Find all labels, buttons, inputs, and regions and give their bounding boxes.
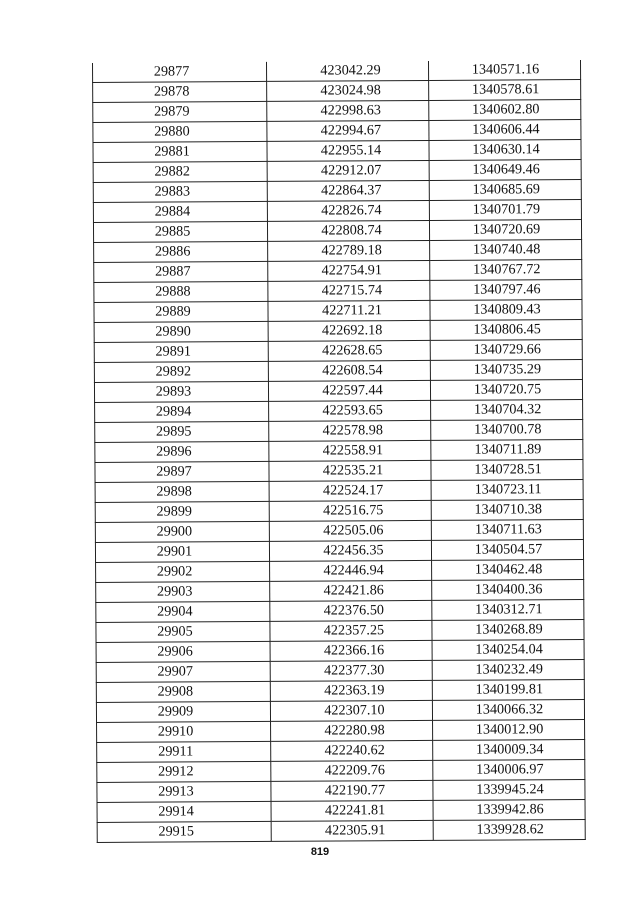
point-id-cell: 29904	[96, 601, 270, 622]
point-id-cell: 29910	[97, 721, 271, 742]
y-coordinate-cell: 1340711.89	[431, 440, 583, 461]
x-coordinate-cell: 422578.98	[269, 420, 431, 441]
table-row	[95, 400, 583, 423]
y-coordinate-cell: 1340312.71	[432, 600, 584, 621]
y-coordinate-cell: 1340066.32	[432, 700, 584, 721]
table-row	[95, 500, 583, 523]
coordinates-table	[92, 60, 586, 843]
table-row	[94, 320, 582, 343]
y-coordinate-cell: 1340809.43	[430, 300, 582, 321]
table-row	[96, 640, 584, 663]
table-row	[96, 680, 584, 703]
point-id-cell: 29899	[95, 501, 269, 522]
point-id-cell: 29902	[96, 561, 270, 582]
x-coordinate-cell: 422692.18	[268, 320, 430, 341]
x-coordinate-cell: 423042.29	[266, 61, 428, 81]
x-coordinate-cell: 422912.07	[267, 160, 429, 181]
table-row	[96, 600, 584, 623]
x-coordinate-cell: 422209.76	[271, 760, 433, 781]
table-row	[94, 300, 582, 323]
y-coordinate-cell: 1340720.75	[430, 380, 582, 401]
table-row	[93, 220, 581, 243]
y-coordinate-cell: 1340462.48	[432, 560, 584, 581]
table-row	[93, 200, 581, 223]
y-coordinate-cell: 1340602.80	[429, 100, 581, 121]
point-id-cell: 29915	[97, 821, 271, 842]
x-coordinate-cell: 422446.94	[270, 560, 432, 581]
table-body	[92, 60, 585, 842]
point-id-cell: 29908	[96, 681, 270, 702]
y-coordinate-cell: 1340578.61	[429, 80, 581, 101]
x-coordinate-cell: 422593.65	[269, 400, 431, 421]
table-row	[95, 520, 583, 543]
x-coordinate-cell: 422715.74	[268, 280, 430, 301]
x-coordinate-cell: 422516.75	[269, 500, 431, 521]
y-coordinate-cell: 1340649.46	[429, 160, 581, 181]
point-id-cell: 29893	[94, 381, 268, 402]
x-coordinate-cell: 422240.62	[271, 740, 433, 761]
x-coordinate-cell: 422307.10	[270, 700, 432, 721]
table-row	[97, 760, 585, 783]
table-row	[96, 580, 584, 603]
x-coordinate-cell: 422421.86	[270, 580, 432, 601]
table-row	[93, 120, 581, 143]
point-id-cell: 29898	[95, 481, 269, 502]
y-coordinate-cell: 1340723.11	[431, 480, 583, 501]
y-coordinate-cell: 1340729.66	[430, 340, 582, 361]
x-coordinate-cell: 422864.37	[267, 180, 429, 201]
y-coordinate-cell: 1340720.69	[429, 220, 581, 241]
table-row	[93, 160, 581, 183]
point-id-cell: 29885	[93, 221, 267, 242]
x-coordinate-cell: 422305.91	[271, 820, 433, 841]
point-id-cell: 29895	[95, 421, 269, 442]
point-id-cell: 29896	[95, 441, 269, 462]
table-row	[94, 360, 582, 383]
table-row	[97, 780, 585, 803]
point-id-cell: 29903	[96, 581, 270, 602]
x-coordinate-cell: 422808.74	[267, 220, 429, 241]
point-id-cell: 29879	[93, 101, 267, 122]
y-coordinate-cell: 1339928.62	[433, 820, 585, 841]
table-row	[95, 540, 583, 563]
x-coordinate-cell: 422241.81	[271, 800, 433, 821]
y-coordinate-cell: 1340199.81	[432, 680, 584, 701]
point-id-cell: 29881	[93, 141, 267, 162]
x-coordinate-cell: 422524.17	[269, 480, 431, 501]
table-row	[93, 140, 581, 163]
y-coordinate-cell: 1340400.36	[432, 580, 584, 601]
y-coordinate-cell: 1340710.38	[431, 500, 583, 521]
point-id-cell: 29889	[94, 301, 268, 322]
point-id-cell: 29906	[96, 641, 270, 662]
point-id-cell: 29890	[94, 321, 268, 342]
point-id-cell: 29900	[95, 521, 269, 542]
x-coordinate-cell: 422789.18	[268, 240, 430, 261]
x-coordinate-cell: 422377.30	[270, 660, 432, 681]
x-coordinate-cell: 422456.35	[269, 540, 431, 561]
point-id-cell: 29887	[94, 261, 268, 282]
point-id-cell: 29894	[95, 401, 269, 422]
y-coordinate-cell: 1340254.04	[432, 640, 584, 661]
table-row	[96, 560, 584, 583]
x-coordinate-cell: 422754.91	[268, 260, 430, 281]
y-coordinate-cell: 1340012.90	[433, 720, 585, 741]
x-coordinate-cell: 422376.50	[270, 600, 432, 621]
point-id-cell: 29914	[97, 801, 271, 822]
point-id-cell: 29912	[97, 761, 271, 782]
table-row	[94, 260, 582, 283]
y-coordinate-cell: 1340797.46	[430, 280, 582, 301]
y-coordinate-cell: 1340685.69	[429, 180, 581, 201]
table-row	[94, 340, 582, 363]
y-coordinate-cell: 1340735.29	[430, 360, 582, 381]
point-id-cell: 29891	[94, 341, 268, 362]
y-coordinate-cell: 1340606.44	[429, 120, 581, 141]
point-id-cell: 29878	[93, 81, 267, 102]
coordinates-table-container	[92, 60, 585, 843]
point-id-cell: 29880	[93, 121, 267, 142]
x-coordinate-cell: 422363.19	[270, 680, 432, 701]
table-row	[94, 280, 582, 303]
y-coordinate-cell: 1339942.86	[433, 800, 585, 821]
point-id-cell: 29888	[94, 281, 268, 302]
table-row	[93, 80, 581, 103]
table-row	[95, 440, 583, 463]
y-coordinate-cell: 1340268.89	[432, 620, 584, 641]
x-coordinate-cell: 422998.63	[267, 100, 429, 121]
y-coordinate-cell: 1340704.32	[431, 400, 583, 421]
x-coordinate-cell: 422608.54	[268, 360, 430, 381]
point-id-cell: 29907	[96, 661, 270, 682]
y-coordinate-cell: 1340006.97	[433, 760, 585, 781]
y-coordinate-cell: 1340711.63	[431, 520, 583, 541]
x-coordinate-cell: 422994.67	[267, 120, 429, 141]
x-coordinate-cell: 422597.44	[268, 380, 430, 401]
x-coordinate-cell: 422826.74	[267, 200, 429, 221]
table-row	[96, 620, 584, 643]
table-row	[95, 420, 583, 443]
x-coordinate-cell: 422505.06	[269, 520, 431, 541]
point-id-cell: 29886	[94, 241, 268, 262]
x-coordinate-cell: 422558.91	[269, 440, 431, 461]
point-id-cell: 29911	[97, 741, 271, 762]
x-coordinate-cell: 422535.21	[269, 460, 431, 481]
table-row	[94, 240, 582, 263]
y-coordinate-cell: 1339945.24	[433, 780, 585, 801]
x-coordinate-cell: 422955.14	[267, 140, 429, 161]
table-row	[97, 740, 585, 763]
x-coordinate-cell: 422628.65	[268, 340, 430, 361]
y-coordinate-cell: 1340806.45	[430, 320, 582, 341]
x-coordinate-cell: 422190.77	[271, 780, 433, 801]
y-coordinate-cell: 1340009.34	[433, 740, 585, 761]
point-id-cell: 29882	[93, 161, 267, 182]
table-row	[97, 820, 585, 843]
x-coordinate-cell: 422280.98	[271, 720, 433, 741]
page-number: 819	[310, 846, 330, 858]
point-id-cell: 29897	[95, 461, 269, 482]
x-coordinate-cell: 422357.25	[270, 620, 432, 641]
y-coordinate-cell: 1340767.72	[430, 260, 582, 281]
y-coordinate-cell: 1340740.48	[430, 240, 582, 261]
x-coordinate-cell: 423024.98	[267, 80, 429, 101]
table-row	[93, 100, 581, 123]
point-id-cell: 29877	[92, 62, 266, 83]
table-row	[93, 180, 581, 203]
point-id-cell: 29883	[93, 181, 267, 202]
table-row	[96, 660, 584, 683]
y-coordinate-cell: 1340728.51	[431, 460, 583, 481]
x-coordinate-cell: 422366.16	[270, 640, 432, 661]
y-coordinate-cell: 1340232.49	[432, 660, 584, 681]
table-row	[92, 60, 580, 82]
table-row	[96, 700, 584, 723]
point-id-cell: 29913	[97, 781, 271, 802]
point-id-cell: 29901	[95, 541, 269, 562]
table-row	[97, 800, 585, 823]
point-id-cell: 29909	[96, 701, 270, 722]
point-id-cell: 29892	[94, 361, 268, 382]
y-coordinate-cell: 1340504.57	[431, 540, 583, 561]
x-coordinate-cell: 422711.21	[268, 300, 430, 321]
table-row	[94, 380, 582, 403]
y-coordinate-cell: 1340571.16	[428, 60, 580, 80]
point-id-cell: 29884	[93, 201, 267, 222]
table-row	[95, 460, 583, 483]
table-row	[95, 480, 583, 503]
point-id-cell: 29905	[96, 621, 270, 642]
y-coordinate-cell: 1340701.79	[429, 200, 581, 221]
y-coordinate-cell: 1340630.14	[429, 140, 581, 161]
y-coordinate-cell: 1340700.78	[431, 420, 583, 441]
table-row	[97, 720, 585, 743]
